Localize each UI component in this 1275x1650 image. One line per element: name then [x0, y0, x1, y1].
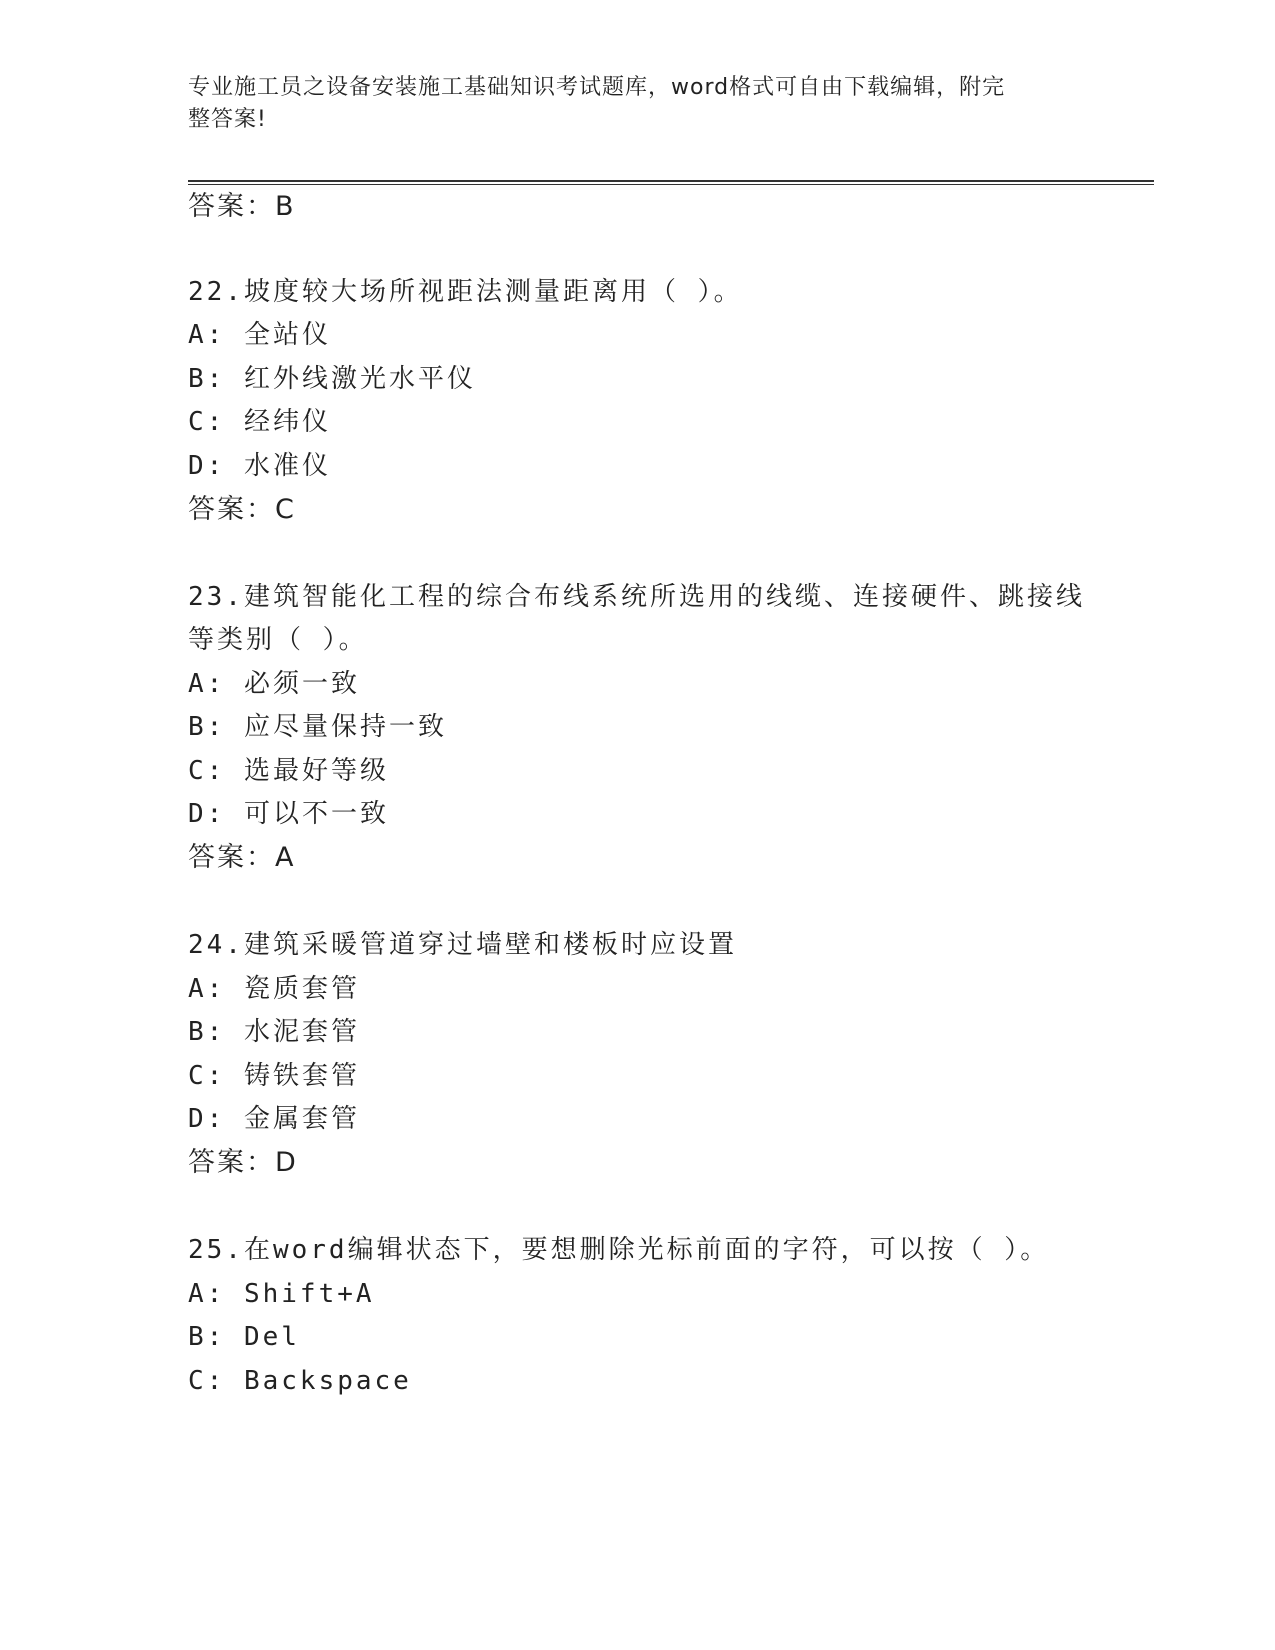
option-a: A: 全站仪: [188, 320, 331, 350]
answer-line: 答案：A: [188, 842, 296, 873]
option-b: B: 水泥套管: [188, 1017, 360, 1047]
header-divider-thick: [188, 180, 1154, 182]
answer-line: 答案：C: [188, 494, 296, 525]
option-b: B: Del: [188, 1322, 300, 1352]
option-b: B: 应尽量保持一致: [188, 712, 447, 742]
question-stem: 22.坡度较大场所视距法测量距离用（ ）。: [188, 277, 743, 307]
question-stem: 23.建筑智能化工程的综合布线系统所选用的线缆、连接硬件、跳接线: [188, 582, 1085, 612]
option-d: D: 可以不一致: [188, 799, 389, 829]
option-b: B: 红外线激光水平仪: [188, 364, 476, 394]
header-line-2: 整答案!: [188, 107, 267, 132]
question-stem-continued: 等类别（ ）。: [188, 625, 368, 655]
header-divider-thin: [188, 184, 1154, 185]
option-a: A: Shift+A: [188, 1279, 375, 1309]
answer-line: 答案：B: [188, 191, 296, 222]
option-d: D: 金属套管: [188, 1104, 360, 1134]
option-d: D: 水准仪: [188, 451, 331, 481]
option-c: C: 选最好等级: [188, 756, 389, 786]
document-header: [188, 72, 1068, 136]
answer-line: 答案：D: [188, 1147, 298, 1178]
option-c: C: Backspace: [188, 1366, 412, 1396]
option-c: C: 铸铁套管: [188, 1061, 360, 1091]
option-c: C: 经纬仪: [188, 407, 331, 437]
question-stem: 25.在word编辑状态下，要想删除光标前面的字符，可以按（ ）。: [188, 1235, 1050, 1265]
header-line-1: 专业施工员之设备安装施工基础知识考试题库，word格式可自由下载编辑，附完: [188, 75, 1006, 100]
option-a: A: 瓷质套管: [188, 974, 360, 1004]
question-stem: 24.建筑采暖管道穿过墙壁和楼板时应设置: [188, 930, 737, 960]
option-a: A: 必须一致: [188, 669, 360, 699]
